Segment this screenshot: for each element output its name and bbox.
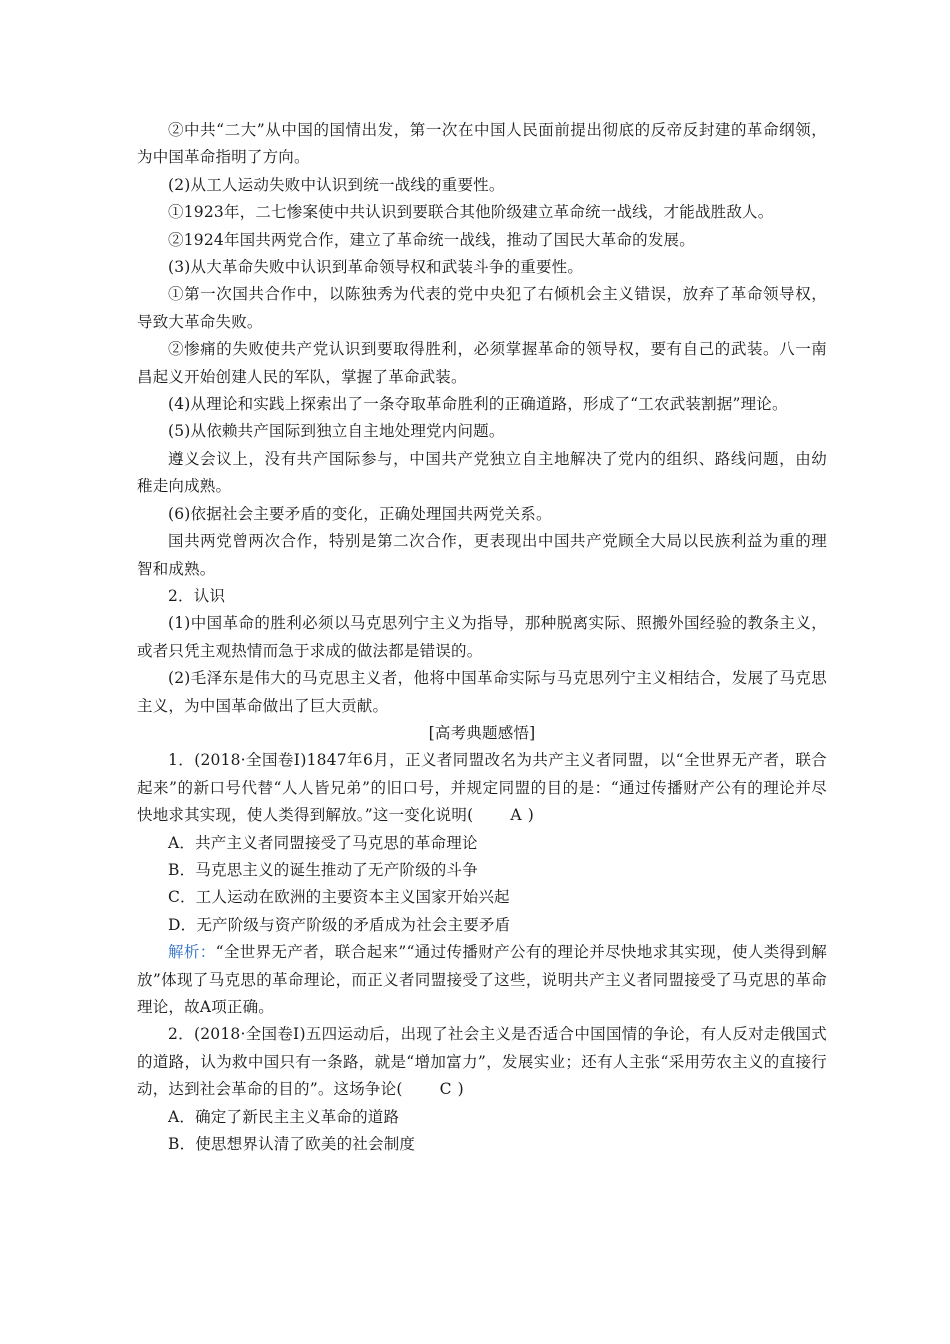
paragraph: 国共两党曾两次合作，特别是第二次合作，更表现出中国共产党顾全大局以民族利益为重的理智和成熟。	[137, 532, 827, 578]
section-title: [高考典题感悟]	[428, 723, 536, 742]
analysis-label: 解析：	[168, 943, 216, 962]
document-page	[137, 117, 827, 1158]
option-c: C．工人运动在欧洲的主要资本主义国家开始兴起	[168, 888, 510, 907]
paragraph: ②1924年国共两党合作，建立了革命统一战线，推动了国民大革命的发展。	[168, 230, 695, 249]
analysis-text: “全世界无产者，联合起来”“通过传播财产公有的理论并尽快地求其实现，使人类得到解放”体现了马克思的革命理论，而正义者同盟接受了这些，说明共产主义者同盟接受了马克思的革命理论，故A项正确。	[137, 943, 827, 1016]
question-stem	[137, 1021, 827, 1103]
question-close: )	[527, 806, 534, 825]
paragraph: (1)中国革命的胜利必须以马克思列宁主义为指导，那种脱离实际、照搬外国经验的教条主义，或者只凭主观热情而急于求成的做法都是错误的。	[137, 614, 827, 660]
paragraph: (6)依据社会主要矛盾的变化，正确处理国共两党关系。	[168, 504, 552, 523]
paragraph: (4)从理论和实践上探索出了一条夺取革命胜利的正确道路，形成了“工农武装割据”理论。	[168, 395, 788, 414]
paragraph: ②惨痛的失败使共产党认识到要取得胜利，必须掌握革命的领导权，要有自己的武装。八一南昌起义开始创建人民的军队，掌握了革命武装。	[137, 340, 827, 386]
question-stem-text: 1．(2018·全国卷Ⅰ)1847年6月，正义者同盟改名为共产主义者同盟，以“全世界无产者，联合起来”的新口号代替“人人皆兄弟”的旧口号，并规定同盟的目的是：“通过传播财产公有的理论并尽快地求其实现，使人类得到解放。”这一变化说明(	[137, 751, 827, 825]
option-b: B．使思想界认清了欧美的社会制度	[168, 1135, 416, 1154]
paragraph: 2．认识	[168, 586, 226, 605]
paragraph: 遵义会议上，没有共产国际参与，中国共产党独立自主地解决了党内的组织、路线问题，由幼稚走向成熟。	[137, 449, 827, 496]
question-close: )	[457, 1080, 464, 1099]
paragraph: (2)毛泽东是伟大的马克思主义者，他将中国革命实际与马克思列宁主义相结合，发展了马克思主义，为中国革命做出了巨大贡献。	[137, 669, 827, 715]
paragraph: ①第一次国共合作中，以陈独秀为代表的党中央犯了右倾机会主义错误，放弃了革命领导权，导致大革命失败。	[137, 285, 827, 331]
option-b: B．马克思主义的诞生推动了无产阶级的斗争	[168, 860, 478, 879]
analysis	[137, 939, 827, 1021]
paragraph: (3)从大革命失败中认识到革命领导权和武装斗争的重要性。	[168, 258, 584, 277]
question-2	[137, 1021, 827, 1158]
paragraph: ①1923年，二七惨案使中共认识到要联合其他阶级建立革命统一战线，才能战胜敌人。	[168, 203, 774, 222]
paragraph: (5)从依赖共产国际到独立自主地处理党内问题。	[168, 422, 505, 441]
option-a: A．共产主义者同盟接受了马克思的革命理论	[168, 833, 478, 852]
question-stem-text: 2．(2018·全国卷Ⅰ)五四运动后，出现了社会主义是否适合中国国情的争论，有人反对走俄国式的道路，认为救中国只有一条路，就是“增加富力”，发展实业；还有人主张“采用劳农主义的直接行动，达到社会革命的目的”。这场争论(	[137, 1025, 827, 1099]
question-1	[137, 747, 827, 1021]
option-d: D．无产阶级与资产阶级的矛盾成为社会主要矛盾	[168, 915, 511, 934]
question-answer: A	[510, 806, 522, 825]
paragraph: ②中共“二大”从中国的国情出发，第一次在中国人民面前提出彻底的反帝反封建的革命纲领，为中国革命指明了方向。	[137, 121, 827, 167]
question-stem	[137, 747, 827, 829]
question-answer: C	[439, 1080, 452, 1099]
paragraph: (2)从工人运动失败中认识到统一战线的重要性。	[168, 175, 505, 194]
option-a: A．确定了新民主主义革命的道路	[168, 1107, 400, 1126]
